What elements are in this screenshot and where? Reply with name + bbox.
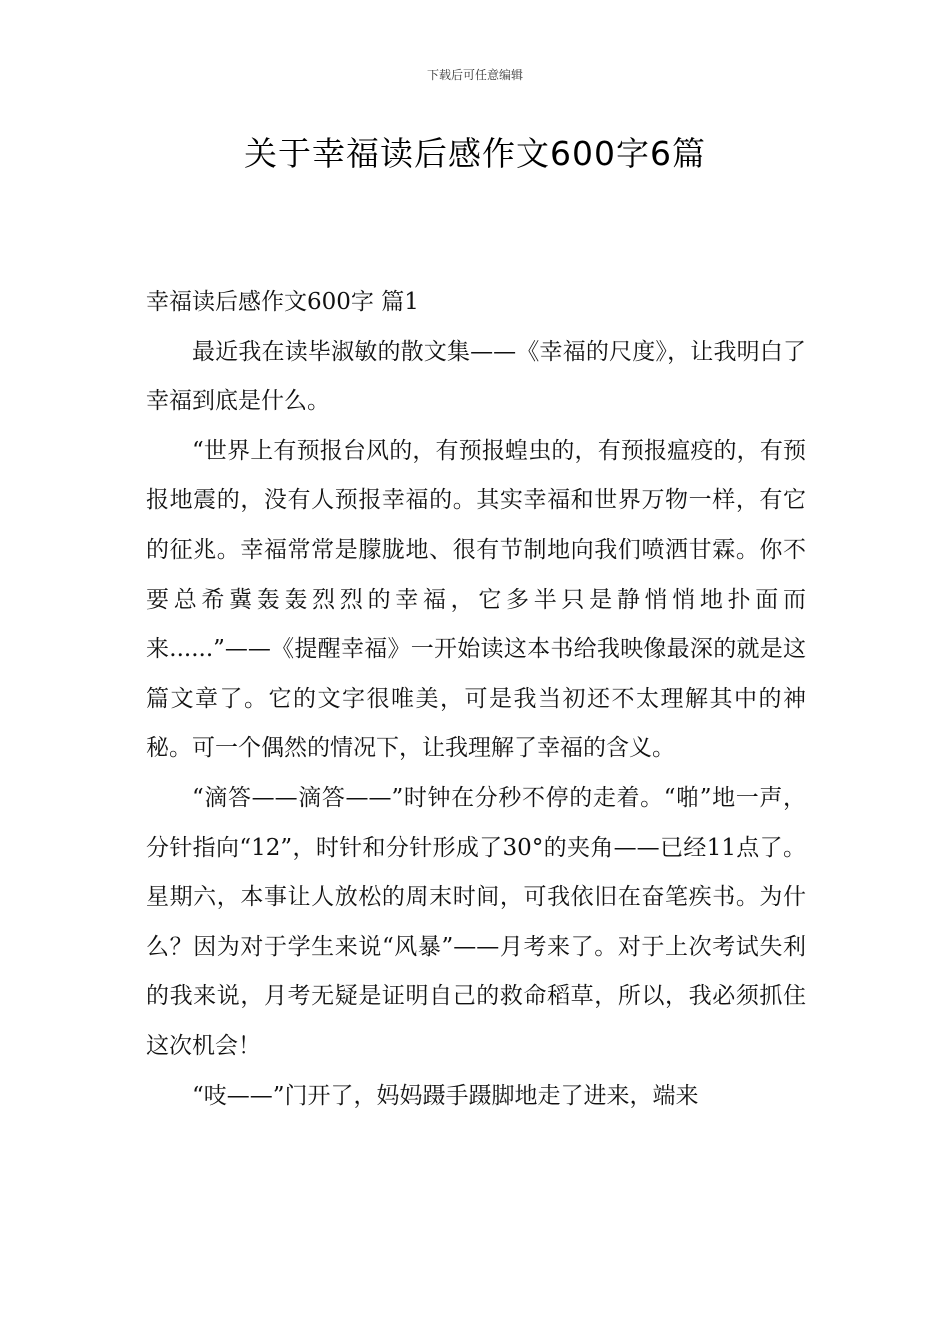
page-header-note: 下载后可任意编辑 [426, 68, 523, 82]
paragraph-1: 最近我在读毕淑敏的散文集——《幸福的尺度》，让我明白了幸福到底是什么。 [146, 338, 806, 415]
paragraph-4: “吱——”门开了，妈妈蹑手蹑脚地走了进来，端来 [192, 1082, 699, 1109]
section-heading: 幸福读后感作文600字 篇1 [146, 289, 419, 315]
paragraph-3: “滴答——滴答——”时钟在分秒不停的走着。“啪”地一声，分针指向“12”，时针和分针形成了30°的夹角——已经11点了。星期六，本事让人放松的周末时间，可我依旧在奋笔疾书。为什么？因为对于学生来说“风暴”——月考来了。对于上次考试失利的我来说，月考无疑是证明自己的救命稻草，所以，我必须抓住这次机会！ [146, 784, 806, 1059]
paragraph-2: “世界上有预报台风的，有预报蝗虫的，有预报瘟疫的，有预报地震的，没有人预报幸福的。其实幸福和世界万物一样，有它的征兆。幸福常常是朦胧地、很有节制地向我们喷洒甘霖。你不要总希冀轰轰烈烈的幸福，它多半只是静悄悄地扑面而来......”——《提醒幸福》一开始读这本书给我映像最深的就是这篇文章了。它的文字很唯美，可是我当初还不太理解其中的神秘。可一个偶然的情况下，让我理解了幸福的含义。 [146, 437, 806, 762]
document-body [146, 278, 806, 1121]
document-title: 关于幸福读后感作文600字6篇 [244, 134, 706, 173]
